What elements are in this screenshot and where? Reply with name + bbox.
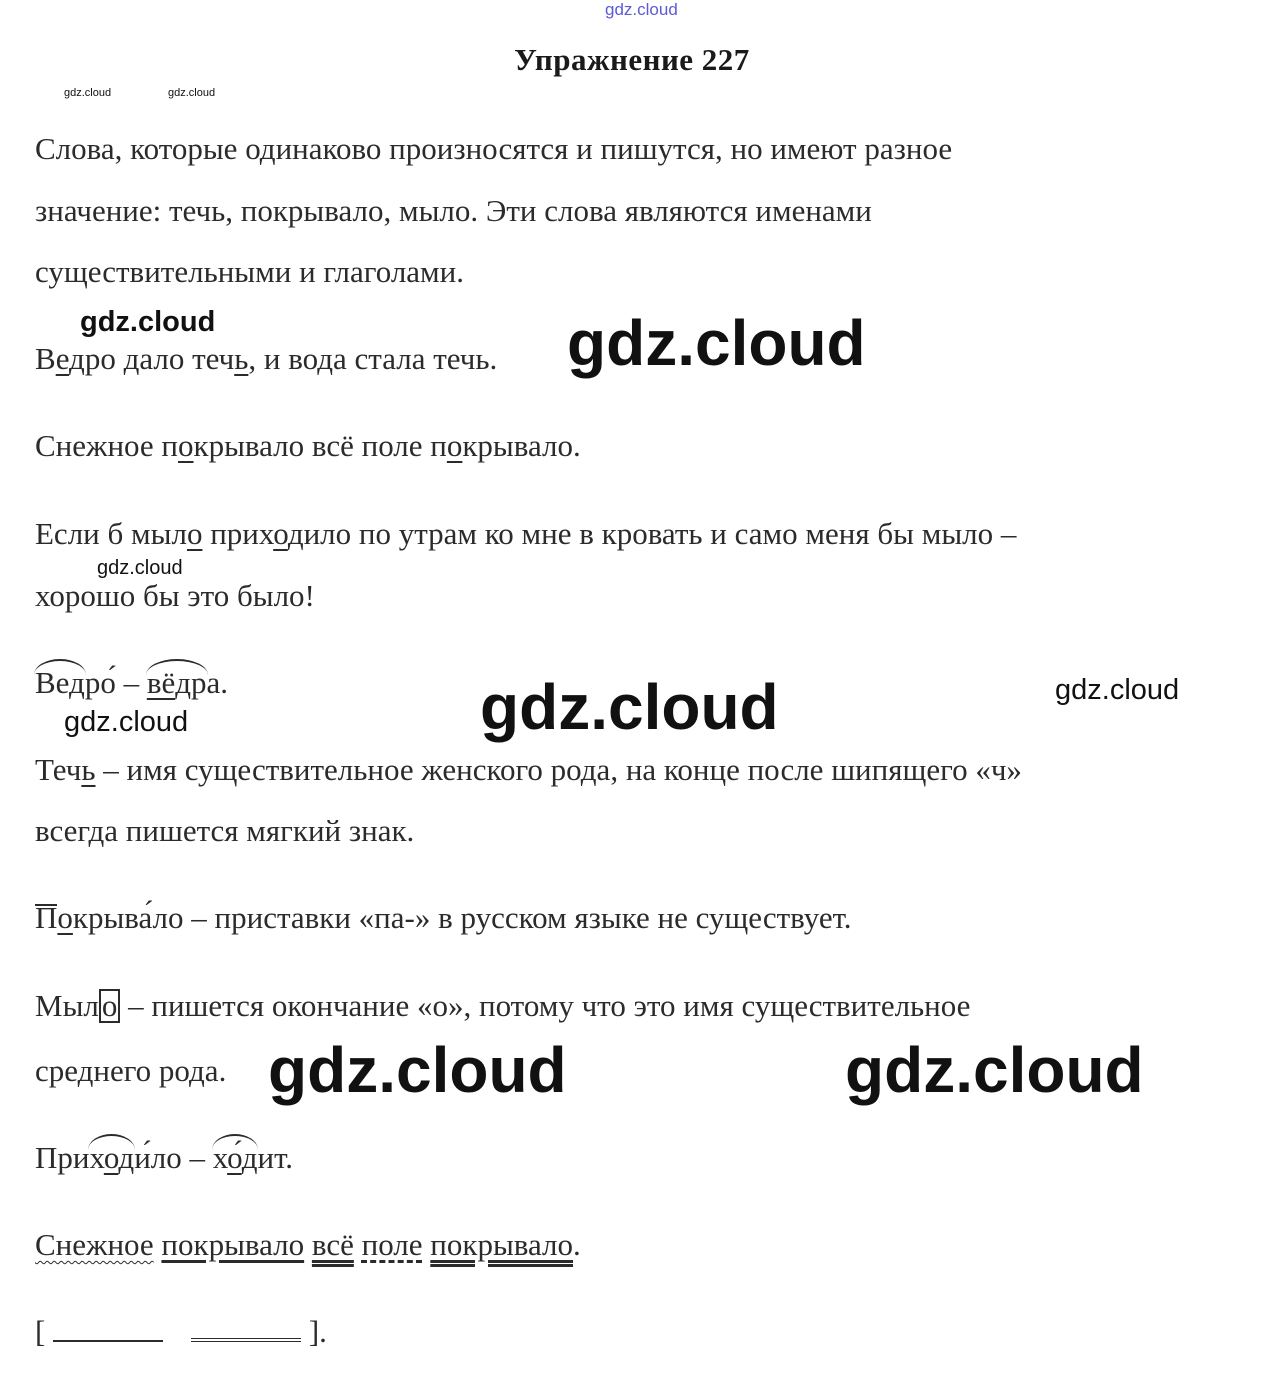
scheme-predicate-line <box>191 1318 301 1342</box>
watermark-4: gdz.cloud <box>480 671 779 743</box>
sentence-scheme: [ ]. <box>35 1314 327 1349</box>
watermark-8: gdz.cloud <box>845 1034 1144 1106</box>
paragraph-line-3: существительными и глаголами. <box>35 254 465 289</box>
paragraph-line-2: значение: течь, покрывало, мыло. Эти слова являются именами <box>35 193 872 228</box>
mylo-line-2: среднего рода. <box>35 1053 227 1088</box>
watermark-tiny-2: gdz.cloud <box>168 87 216 99</box>
tech-line-2: всегда пишется мягкий знак. <box>35 813 415 848</box>
page-title: Упражнение 227 <box>514 42 750 77</box>
watermark-tiny-1: gdz.cloud <box>64 87 112 99</box>
mylo-line-1: Мыло – пишется окончание «о», потому что это имя существительное <box>35 988 971 1023</box>
watermark-7: gdz.cloud <box>268 1034 567 1106</box>
tech-line-1: Течь – имя существительное женского рода, на конце после шипящего «ч» <box>35 752 1022 787</box>
sentence-3: Если б мыло приходило по утрам ко мне в кровать и само меня бы мыло – <box>35 516 1017 551</box>
watermark-6: gdz.cloud <box>64 706 189 738</box>
sentence-3-line-2: хорошо бы это было! <box>35 578 315 613</box>
watermark-3: gdz.cloud <box>97 557 183 579</box>
watermark-2: gdz.cloud <box>567 307 866 379</box>
scheme-subject-line <box>53 1318 163 1342</box>
sentence-1: Ведро дало течь, и вода стала течь. <box>35 341 498 376</box>
prikhodilo-line: Приходи́ло – хо́дит. <box>35 1140 294 1175</box>
pokryvalo-line: Покрыва́ло – приставки «па-» в русском языке не существует. <box>35 900 852 935</box>
vedro-line: Ведро́ – вёдра. <box>35 665 229 700</box>
paragraph-line-1: Слова, которые одинаково произносятся и пишутся, но имеют разное <box>35 131 953 166</box>
sentence-analysis: Снежное покрывало всё поле покрывало. <box>35 1227 581 1262</box>
watermark-top: gdz.cloud <box>605 0 678 19</box>
sentence-2: Снежное покрывало всё поле покрывало. <box>35 428 581 463</box>
watermark-1: gdz.cloud <box>80 306 216 338</box>
watermark-5: gdz.cloud <box>1055 674 1180 706</box>
